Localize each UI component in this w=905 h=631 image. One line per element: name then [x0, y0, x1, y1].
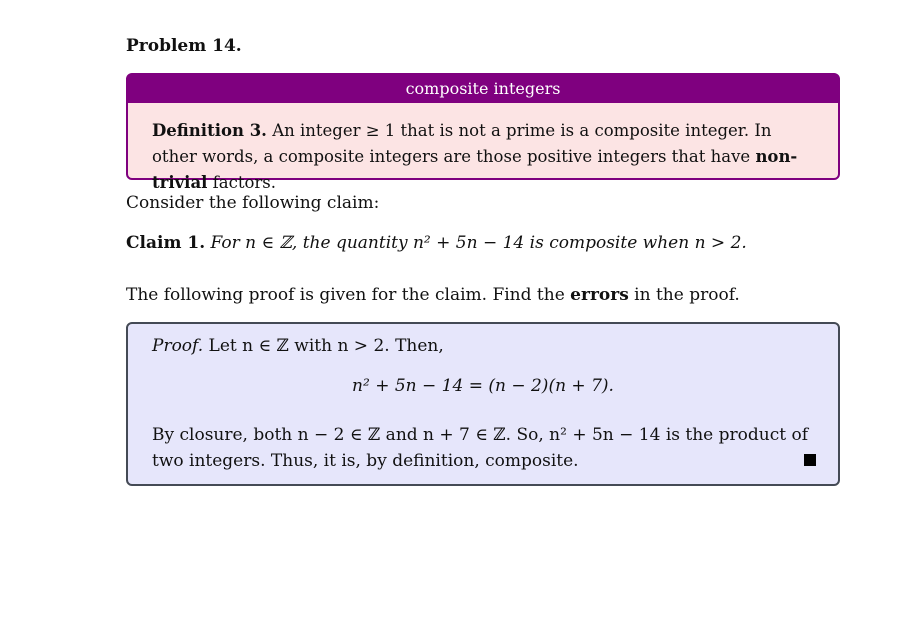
proof-intro-end: in the proof. [628, 285, 740, 305]
qed-square-icon [804, 454, 816, 466]
definition-text-start: An integer ≥ 1 that is not a prime is a composite integer. In other words, a composite integers are those positive integers that have [152, 121, 772, 166]
proof-first-line [152, 336, 444, 356]
claim-text: For n ∈ ℤ, the quantity n² + 5n − 14 is composite when n > 2. [210, 233, 747, 253]
definition-text-end: factors. [207, 173, 277, 192]
claim [126, 233, 747, 253]
definition-label: Definition 3. [152, 121, 267, 140]
consider-text: Consider the following claim: [126, 193, 380, 213]
proof-intro-start: The following proof is given for the claim. Find the [126, 285, 571, 305]
proof-first-text: Let n ∈ ℤ with n > 2. Then, [208, 336, 444, 356]
proof-box [126, 322, 840, 486]
proof-intro [126, 285, 740, 305]
proof-body: By closure, both n − 2 ∈ ℤ and n + 7 ∈ ℤ. So, n² + 5n − 14 is the product of two integers. Thus, it is, by definition, composite. [152, 425, 809, 471]
problem-title: Problem 14. [126, 36, 242, 56]
claim-label: Claim 1. [126, 233, 206, 253]
definition-box [126, 73, 840, 192]
definition-header: composite integers [128, 75, 838, 103]
proof-equation: n² + 5n − 14 = (n − 2)(n + 7). [352, 376, 614, 396]
proof-intro-emphasis: errors [570, 285, 629, 305]
proof-label: Proof. [152, 336, 204, 356]
definition-body [152, 118, 820, 196]
definition-emphasis: non-trivial [152, 147, 798, 192]
